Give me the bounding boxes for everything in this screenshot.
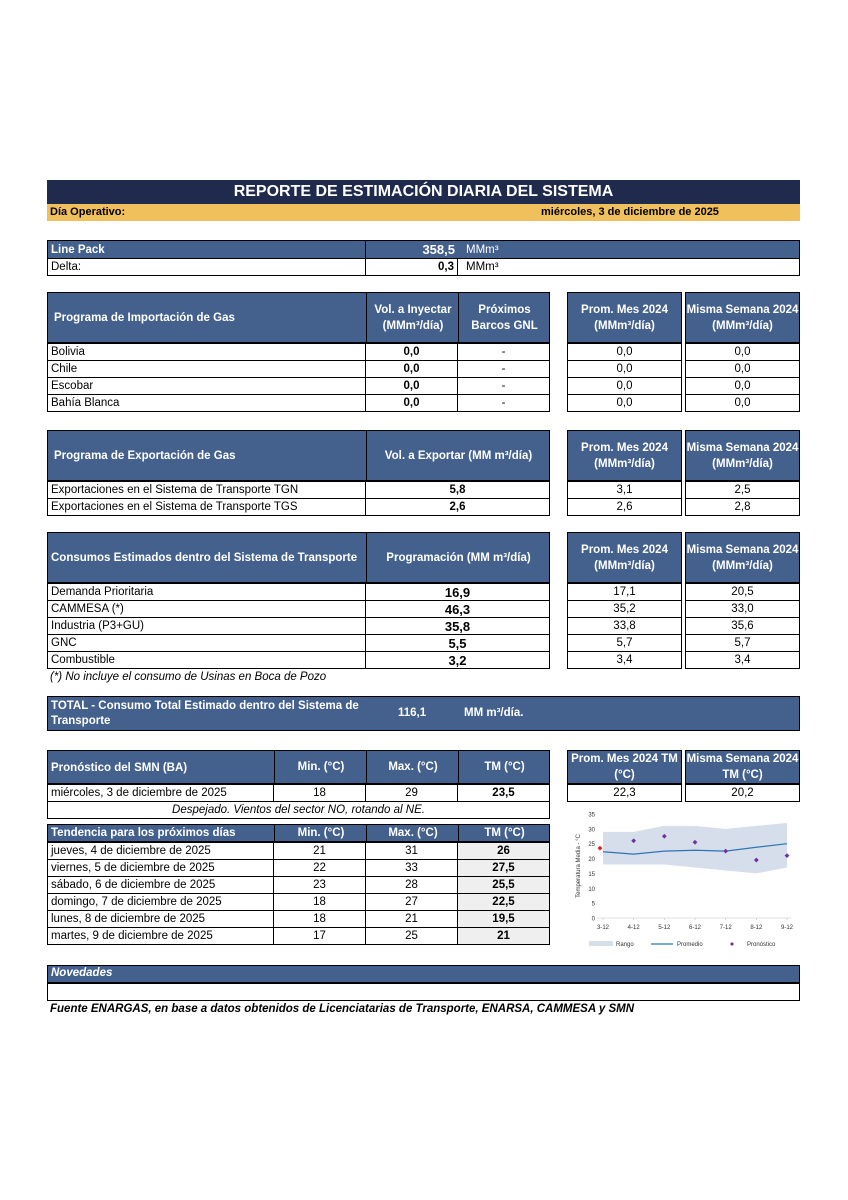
trend-min: 21 — [274, 843, 366, 860]
trend-tm: 21 — [458, 928, 550, 945]
consumption-header — [47, 532, 550, 583]
forecast-description: Despejado. Vientos del sector NO, rotando al NE. — [48, 802, 550, 819]
forecast-prom: 22,3 — [568, 785, 682, 802]
trend-date: sábado, 6 de diciembre de 2025 — [48, 877, 274, 894]
import-barcos: - — [458, 361, 550, 378]
delta-unit: MMm³ — [466, 261, 499, 273]
total-unit: MM m³/día. — [464, 707, 524, 719]
import-vol: 0,0 — [366, 395, 458, 412]
table-row — [48, 584, 550, 601]
import-header — [47, 292, 550, 343]
table-row — [48, 652, 550, 669]
x-tick-label: 9-12 — [780, 925, 794, 931]
x-tick-label: 7-12 — [719, 925, 732, 931]
forecast-today-tm: 23,5 — [458, 785, 550, 802]
import-barcos: - — [458, 395, 550, 412]
legend-pronostico-label: Pronóstico — [747, 942, 776, 948]
trend-col-max: Max. (°C) — [366, 825, 459, 841]
forecast-today-date: miércoles, 3 de diciembre de 2025 — [48, 785, 274, 802]
trend-tm: 22,5 — [458, 894, 550, 911]
consumption-name: Industria (P3+GU) — [48, 618, 366, 635]
export-col-misma: Misma Semana 2024 (MMm³/día) — [685, 430, 800, 481]
consumption-col-prom: Prom. Mes 2024 (MMm³/día) — [567, 532, 682, 583]
import-prom: 0,0 — [568, 378, 682, 395]
consumption-prog: 5,5 — [366, 635, 550, 652]
trend-max: 25 — [366, 928, 458, 945]
forecast-col-prom: Prom. Mes 2024 TM (°C) — [567, 750, 682, 784]
y-tick-label: 20 — [588, 857, 595, 864]
trend-min: 22 — [274, 860, 366, 877]
linepack-row — [47, 240, 800, 259]
delta-label: Delta: — [48, 259, 366, 275]
y-tick-label: 5 — [591, 901, 595, 908]
total-value: 116,1 — [398, 707, 427, 719]
consumption-prog: 46,3 — [366, 601, 550, 618]
import-vol: 0,0 — [366, 344, 458, 361]
export-col-prom: Prom. Mes 2024 (MMm³/día) — [567, 430, 682, 481]
forecast-col-max: Max. (°C) — [366, 751, 459, 783]
consumption-prom: 33,8 — [568, 618, 682, 635]
import-col-prom: Prom. Mes 2024 (MMm³/día) — [567, 292, 682, 343]
y-tick-label: 25 — [588, 842, 595, 849]
export-prom: 2,6 — [568, 499, 682, 516]
table-row — [48, 395, 550, 412]
trend-date: lunes, 8 de diciembre de 2025 — [48, 911, 274, 928]
table-row — [48, 843, 550, 860]
export-name: Exportaciones en el Sistema de Transporte TGN — [48, 482, 366, 499]
trend-max: 33 — [366, 860, 458, 877]
export-misma-table — [685, 481, 800, 516]
trend-header — [47, 824, 550, 842]
forecast-header — [47, 750, 550, 784]
import-name: Escobar — [48, 378, 366, 395]
export-name: Exportaciones en el Sistema de Transporte TGS — [48, 499, 366, 516]
operating-day-label: Día Operativo: — [50, 206, 126, 218]
consumption-misma-table — [685, 583, 800, 669]
trend-title: Tendencia para los próximos días — [51, 827, 236, 839]
consumption-prog: 35,8 — [366, 618, 550, 635]
consumption-misma: 3,4 — [686, 652, 800, 669]
y-tick-label: 0 — [591, 916, 595, 923]
trend-min: 23 — [274, 877, 366, 894]
table-row — [48, 618, 550, 635]
trend-tm: 26 — [458, 843, 550, 860]
import-title: Programa de Importación de Gas — [54, 312, 235, 324]
export-col-vol: Vol. a Exportar (MM m³/día) — [366, 431, 550, 480]
trend-col-min: Min. (°C) — [274, 825, 367, 841]
table-row — [48, 635, 550, 652]
import-prom-table — [567, 343, 682, 412]
import-barcos: - — [458, 378, 550, 395]
consumption-table — [47, 583, 550, 669]
delta-value: 0,3 — [366, 259, 458, 275]
import-col-misma: Misma Semana 2024 (MMm³/día) — [685, 292, 800, 343]
trend-table — [47, 842, 550, 945]
import-vol: 0,0 — [366, 361, 458, 378]
table-row — [48, 877, 550, 894]
news-label: Novedades — [51, 967, 113, 979]
x-tick-label: 8-12 — [750, 925, 763, 931]
trend-date: jueves, 4 de diciembre de 2025 — [48, 843, 274, 860]
table-row — [48, 601, 550, 618]
export-prom-table — [567, 481, 682, 516]
news-header — [47, 965, 800, 983]
y-tick-label: 30 — [588, 827, 595, 834]
export-title: Programa de Exportación de Gas — [54, 450, 236, 462]
consumption-prog: 3,2 — [366, 652, 550, 669]
table-row — [48, 860, 550, 877]
trend-max: 28 — [366, 877, 458, 894]
consumption-prom-table — [567, 583, 682, 669]
forecast-misma: 20,2 — [686, 785, 800, 802]
y-axis-label: Temperatura Media - °C — [576, 834, 582, 898]
consumption-name: Combustible — [48, 652, 366, 669]
table-row — [48, 482, 550, 499]
y-tick-label: 15 — [588, 871, 595, 878]
trend-date: martes, 9 de diciembre de 2025 — [48, 928, 274, 945]
import-misma: 0,0 — [686, 395, 800, 412]
linepack-unit: MMm³ — [466, 243, 499, 256]
export-vol: 5,8 — [366, 482, 550, 499]
export-misma: 2,8 — [686, 499, 800, 516]
forecast-today-max: 29 — [366, 785, 458, 802]
consumption-misma: 20,5 — [686, 584, 800, 601]
import-name: Bahía Blanca — [48, 395, 366, 412]
import-col-barcos: Próximos Barcos GNL — [458, 293, 550, 342]
trend-min: 18 — [274, 894, 366, 911]
import-misma-table — [685, 343, 800, 412]
temperature-chart — [567, 806, 800, 954]
table-row — [48, 802, 550, 819]
delta-row — [47, 258, 800, 276]
legend-pronostico-swatch — [730, 942, 734, 946]
consumption-col-prog: Programación (MM m³/día) — [366, 533, 550, 582]
y-tick-label: 10 — [588, 886, 595, 893]
import-barcos: - — [458, 344, 550, 361]
import-misma: 0,0 — [686, 378, 800, 395]
consumption-col-misma: Misma Semana 2024 (MMm³/día) — [685, 532, 800, 583]
import-name: Chile — [48, 361, 366, 378]
source-note: Fuente ENARGAS, en base a datos obtenidos de Licenciatarias de Transporte, ENARSA, CAMMESA y SMN — [50, 1003, 635, 1015]
consumption-name: Demanda Prioritaria — [48, 584, 366, 601]
trend-min: 18 — [274, 911, 366, 928]
forecast-today-min: 18 — [274, 785, 366, 802]
trend-date: viernes, 5 de diciembre de 2025 — [48, 860, 274, 877]
import-prom: 0,0 — [568, 344, 682, 361]
linepack-label: Line Pack — [48, 241, 366, 258]
operating-day-bar — [47, 204, 800, 221]
consumption-title: Consumos Estimados dentro del Sistema de Transporte — [51, 552, 358, 564]
consumption-name: CAMMESA (*) — [48, 601, 366, 618]
pronostico-point — [598, 846, 603, 851]
x-tick-label: 6-12 — [688, 925, 702, 931]
table-row — [48, 894, 550, 911]
range-area — [603, 823, 787, 874]
table-row — [48, 361, 550, 378]
consumption-misma: 5,7 — [686, 635, 800, 652]
x-tick-label: 5-12 — [658, 925, 671, 931]
import-name: Bolivia — [48, 344, 366, 361]
total-bar — [47, 696, 800, 731]
consumption-note: (*) No incluye el consumo de Usinas en Boca de Pozo — [50, 671, 327, 683]
operating-day-value: miércoles, 3 de diciembre de 2025 — [541, 206, 719, 218]
trend-max: 21 — [366, 911, 458, 928]
export-prom: 3,1 — [568, 482, 682, 499]
import-vol: 0,0 — [366, 378, 458, 395]
news-body — [47, 983, 800, 1001]
consumption-prom: 5,7 — [568, 635, 682, 652]
consumption-prom: 35,2 — [568, 601, 682, 618]
forecast-col-min: Min. (°C) — [274, 751, 367, 783]
forecast-misma-table — [685, 784, 800, 802]
table-row — [48, 785, 550, 802]
import-prom: 0,0 — [568, 361, 682, 378]
report-title: REPORTE DE ESTIMACIÓN DIARIA DEL SISTEMA — [233, 183, 614, 200]
table-row — [48, 344, 550, 361]
trend-min: 17 — [274, 928, 366, 945]
forecast-col-misma: Misma Semana 2024 TM (°C) — [685, 750, 800, 784]
import-table — [47, 343, 550, 412]
import-col-vol: Vol. a Inyectar (MMm³/día) — [366, 293, 459, 342]
consumption-misma: 35,6 — [686, 618, 800, 635]
y-tick-label: 35 — [588, 812, 595, 819]
x-tick-label: 4-12 — [627, 925, 640, 931]
trend-max: 31 — [366, 843, 458, 860]
consumption-prog: 16,9 — [366, 584, 550, 601]
forecast-today-table — [47, 784, 550, 819]
legend-range-swatch — [589, 941, 613, 946]
table-row — [48, 928, 550, 945]
table-row — [48, 499, 550, 516]
trend-tm: 27,5 — [458, 860, 550, 877]
trend-tm: 25,5 — [458, 877, 550, 894]
forecast-col-tm: TM (°C) — [458, 751, 550, 783]
table-row — [48, 378, 550, 395]
consumption-prom: 17,1 — [568, 584, 682, 601]
forecast-title: Pronóstico del SMN (BA) — [51, 762, 188, 774]
legend-promedio-label: Promedio — [677, 942, 703, 948]
consumption-prom: 3,4 — [568, 652, 682, 669]
consumption-name: GNC — [48, 635, 366, 652]
forecast-prom-table — [567, 784, 682, 802]
export-vol: 2,6 — [366, 499, 550, 516]
export-header — [47, 430, 550, 481]
trend-max: 27 — [366, 894, 458, 911]
consumption-misma: 33,0 — [686, 601, 800, 618]
import-prom: 0,0 — [568, 395, 682, 412]
export-misma: 2,5 — [686, 482, 800, 499]
trend-col-tm: TM (°C) — [458, 825, 550, 841]
import-misma: 0,0 — [686, 361, 800, 378]
trend-tm: 19,5 — [458, 911, 550, 928]
legend-range-label: Rango — [616, 942, 634, 948]
table-row — [48, 911, 550, 928]
report-title-bar — [47, 180, 800, 204]
linepack-value: 358,5 — [422, 242, 455, 257]
trend-date: domingo, 7 de diciembre de 2025 — [48, 894, 274, 911]
x-tick-label: 3-12 — [596, 925, 610, 931]
total-label: TOTAL - Consumo Total Estimado dentro del Sistema de Transporte — [51, 700, 359, 727]
import-misma: 0,0 — [686, 344, 800, 361]
export-table — [47, 481, 550, 516]
